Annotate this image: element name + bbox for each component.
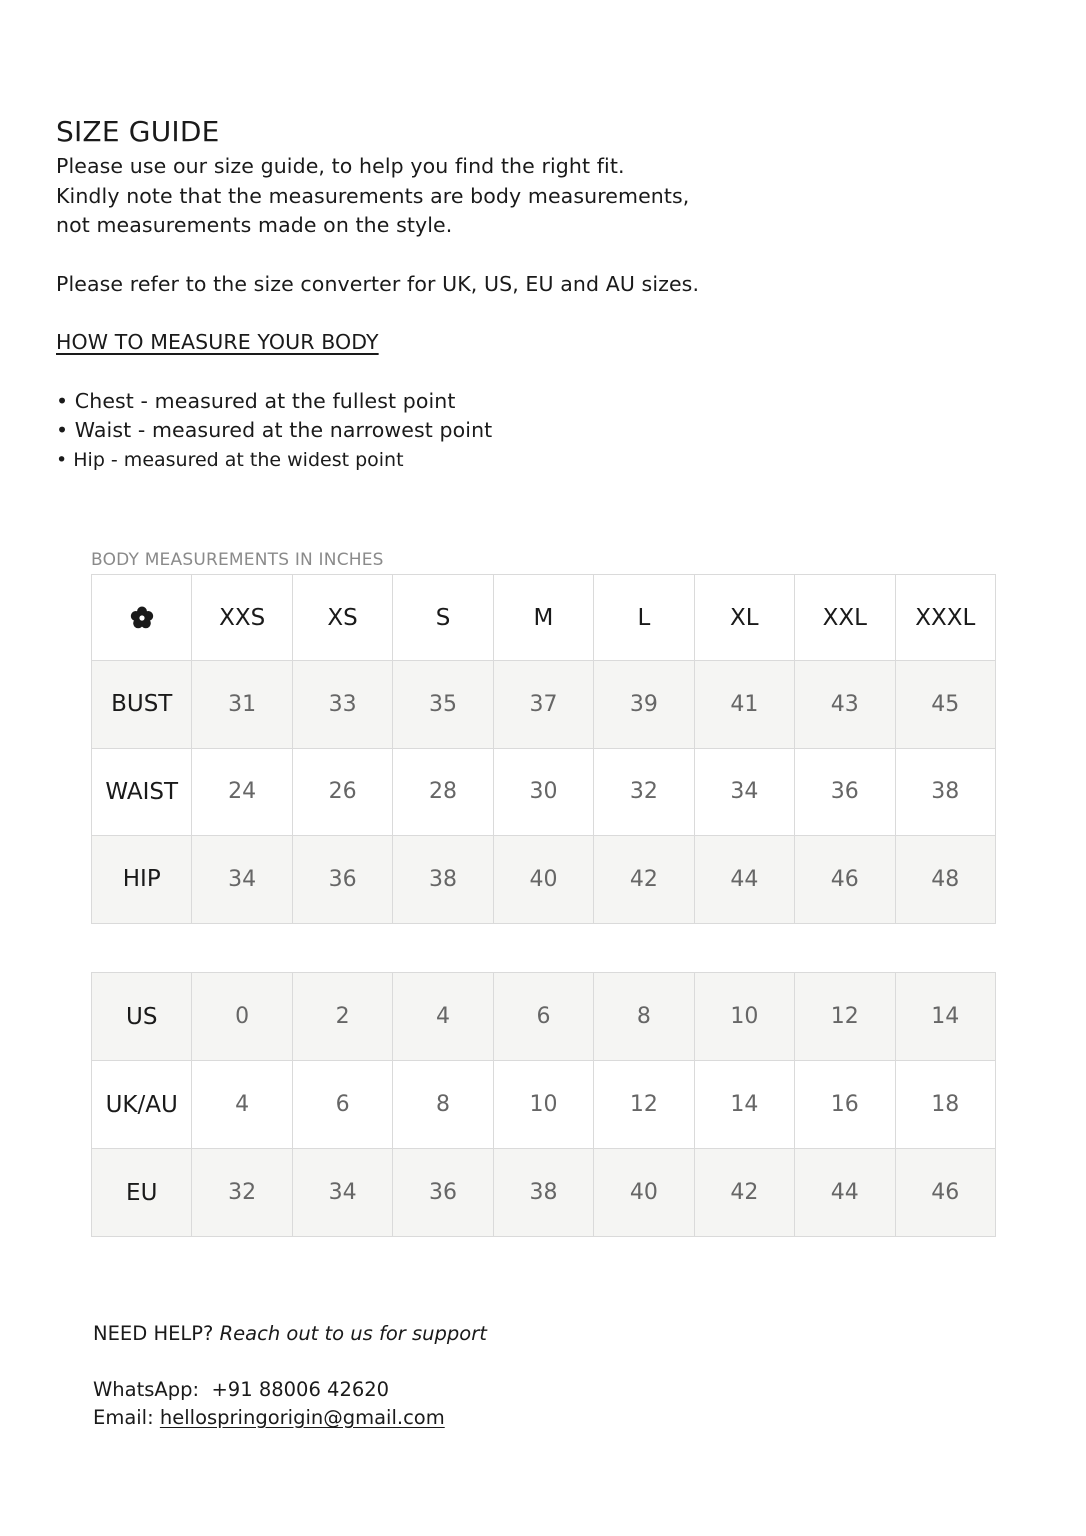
- row-label: EU: [92, 1149, 192, 1237]
- whatsapp-number: +91 88006 42620: [211, 1378, 390, 1401]
- table-row-eu: [92, 1149, 996, 1237]
- intro-line-3: not measurements made on the style.: [56, 213, 453, 237]
- measurements-table: [91, 574, 996, 924]
- table-cell: 12: [594, 1061, 694, 1149]
- table-cell: 45: [895, 661, 996, 749]
- row-label: BUST: [92, 661, 192, 749]
- intro-line-2: Kindly note that the measurements are body measurements,: [56, 183, 690, 208]
- table-cell: 14: [895, 973, 996, 1061]
- table-cell: 2: [292, 973, 392, 1061]
- intro-section: [56, 112, 956, 475]
- help-subheading: Reach out to us for support: [219, 1322, 487, 1345]
- whatsapp-label: WhatsApp:: [93, 1378, 212, 1401]
- table-cell: 0: [192, 973, 292, 1061]
- table-cell: 39: [594, 661, 694, 749]
- table-cell: 34: [192, 836, 292, 924]
- size-header: XXXL: [895, 575, 996, 661]
- table-cell: 42: [594, 836, 694, 924]
- size-header: XXL: [795, 575, 895, 661]
- table-row-uk-au: [92, 1061, 996, 1149]
- table-cell: 38: [493, 1149, 593, 1237]
- email-line: [93, 1404, 793, 1432]
- table-cell: 40: [493, 836, 593, 924]
- table-cell: 14: [694, 1061, 794, 1149]
- table-cell: 40: [594, 1149, 694, 1237]
- table-cell: 32: [594, 748, 694, 836]
- size-header-row: [92, 575, 996, 661]
- table-cell: 4: [393, 973, 493, 1061]
- table-cell: 10: [694, 973, 794, 1061]
- row-label: US: [92, 973, 192, 1061]
- size-header: S: [393, 575, 493, 661]
- table-cell: 4: [192, 1061, 292, 1149]
- table-row-us: [92, 973, 996, 1061]
- table-cell: 28: [393, 748, 493, 836]
- table-cell: 35: [393, 661, 493, 749]
- table-cell: 43: [795, 661, 895, 749]
- table-cell: 36: [795, 748, 895, 836]
- table-cell: 33: [292, 661, 392, 749]
- table-cell: 8: [393, 1061, 493, 1149]
- table-cell: 24: [192, 748, 292, 836]
- intro-line-1: Please use our size guide, to help you find the right fit.: [56, 154, 625, 178]
- table-cell: 46: [895, 1149, 996, 1237]
- size-header: XXS: [192, 575, 292, 661]
- page-title: SIZE GUIDE: [56, 115, 220, 148]
- table-cell: 34: [292, 1149, 392, 1237]
- table-cell: 6: [493, 973, 593, 1061]
- size-header: XL: [694, 575, 794, 661]
- help-heading: NEED HELP?: [93, 1322, 214, 1345]
- table-cell: 44: [694, 836, 794, 924]
- email-label: Email:: [93, 1406, 160, 1429]
- bullet-hip: • Hip - measured at the widest point: [56, 448, 404, 471]
- whatsapp-line: [93, 1376, 793, 1404]
- table-cell: 46: [795, 836, 895, 924]
- table-cell: 37: [493, 661, 593, 749]
- table-cell: 10: [493, 1061, 593, 1149]
- table-cell: 44: [795, 1149, 895, 1237]
- help-section: [93, 1320, 793, 1432]
- size-converter-table: [91, 972, 996, 1237]
- how-to-measure-heading: HOW TO MEASURE YOUR BODY: [56, 330, 379, 354]
- help-line: [93, 1320, 793, 1348]
- table-cell: 32: [192, 1149, 292, 1237]
- table-cell: 36: [292, 836, 392, 924]
- table-cell: 31: [192, 661, 292, 749]
- row-label: WAIST: [92, 748, 192, 836]
- table-row-hip: [92, 836, 996, 924]
- table-cell: 8: [594, 973, 694, 1061]
- table-cell: 38: [393, 836, 493, 924]
- table-cell: 42: [694, 1149, 794, 1237]
- table-row-waist: [92, 748, 996, 836]
- table-cell: 34: [694, 748, 794, 836]
- size-header: M: [493, 575, 593, 661]
- table-cell: 41: [694, 661, 794, 749]
- measurements-caption: BODY MEASUREMENTS IN INCHES: [91, 550, 384, 570]
- bullet-chest: • Chest - measured at the fullest point: [56, 388, 456, 413]
- email-link[interactable]: hellospringorigin@gmail.com: [159, 1406, 445, 1429]
- row-label: HIP: [92, 836, 192, 924]
- row-label: UK/AU: [92, 1061, 192, 1149]
- table-row-bust: [92, 661, 996, 749]
- table-cell: 38: [895, 748, 996, 836]
- table-cell: 26: [292, 748, 392, 836]
- flower-icon: [129, 605, 155, 631]
- size-header: XS: [292, 575, 392, 661]
- table-cell: 18: [895, 1061, 996, 1149]
- converter-note: Please refer to the size converter for UK, US, EU and AU sizes.: [56, 271, 700, 296]
- table-cell: 30: [493, 748, 593, 836]
- table-cell: 48: [895, 836, 996, 924]
- size-header: L: [594, 575, 694, 661]
- corner-cell: [92, 575, 192, 661]
- table-cell: 6: [292, 1061, 392, 1149]
- bullet-waist: • Waist - measured at the narrowest point: [56, 418, 493, 442]
- table-cell: 16: [795, 1061, 895, 1149]
- table-cell: 12: [795, 973, 895, 1061]
- table-cell: 36: [393, 1149, 493, 1237]
